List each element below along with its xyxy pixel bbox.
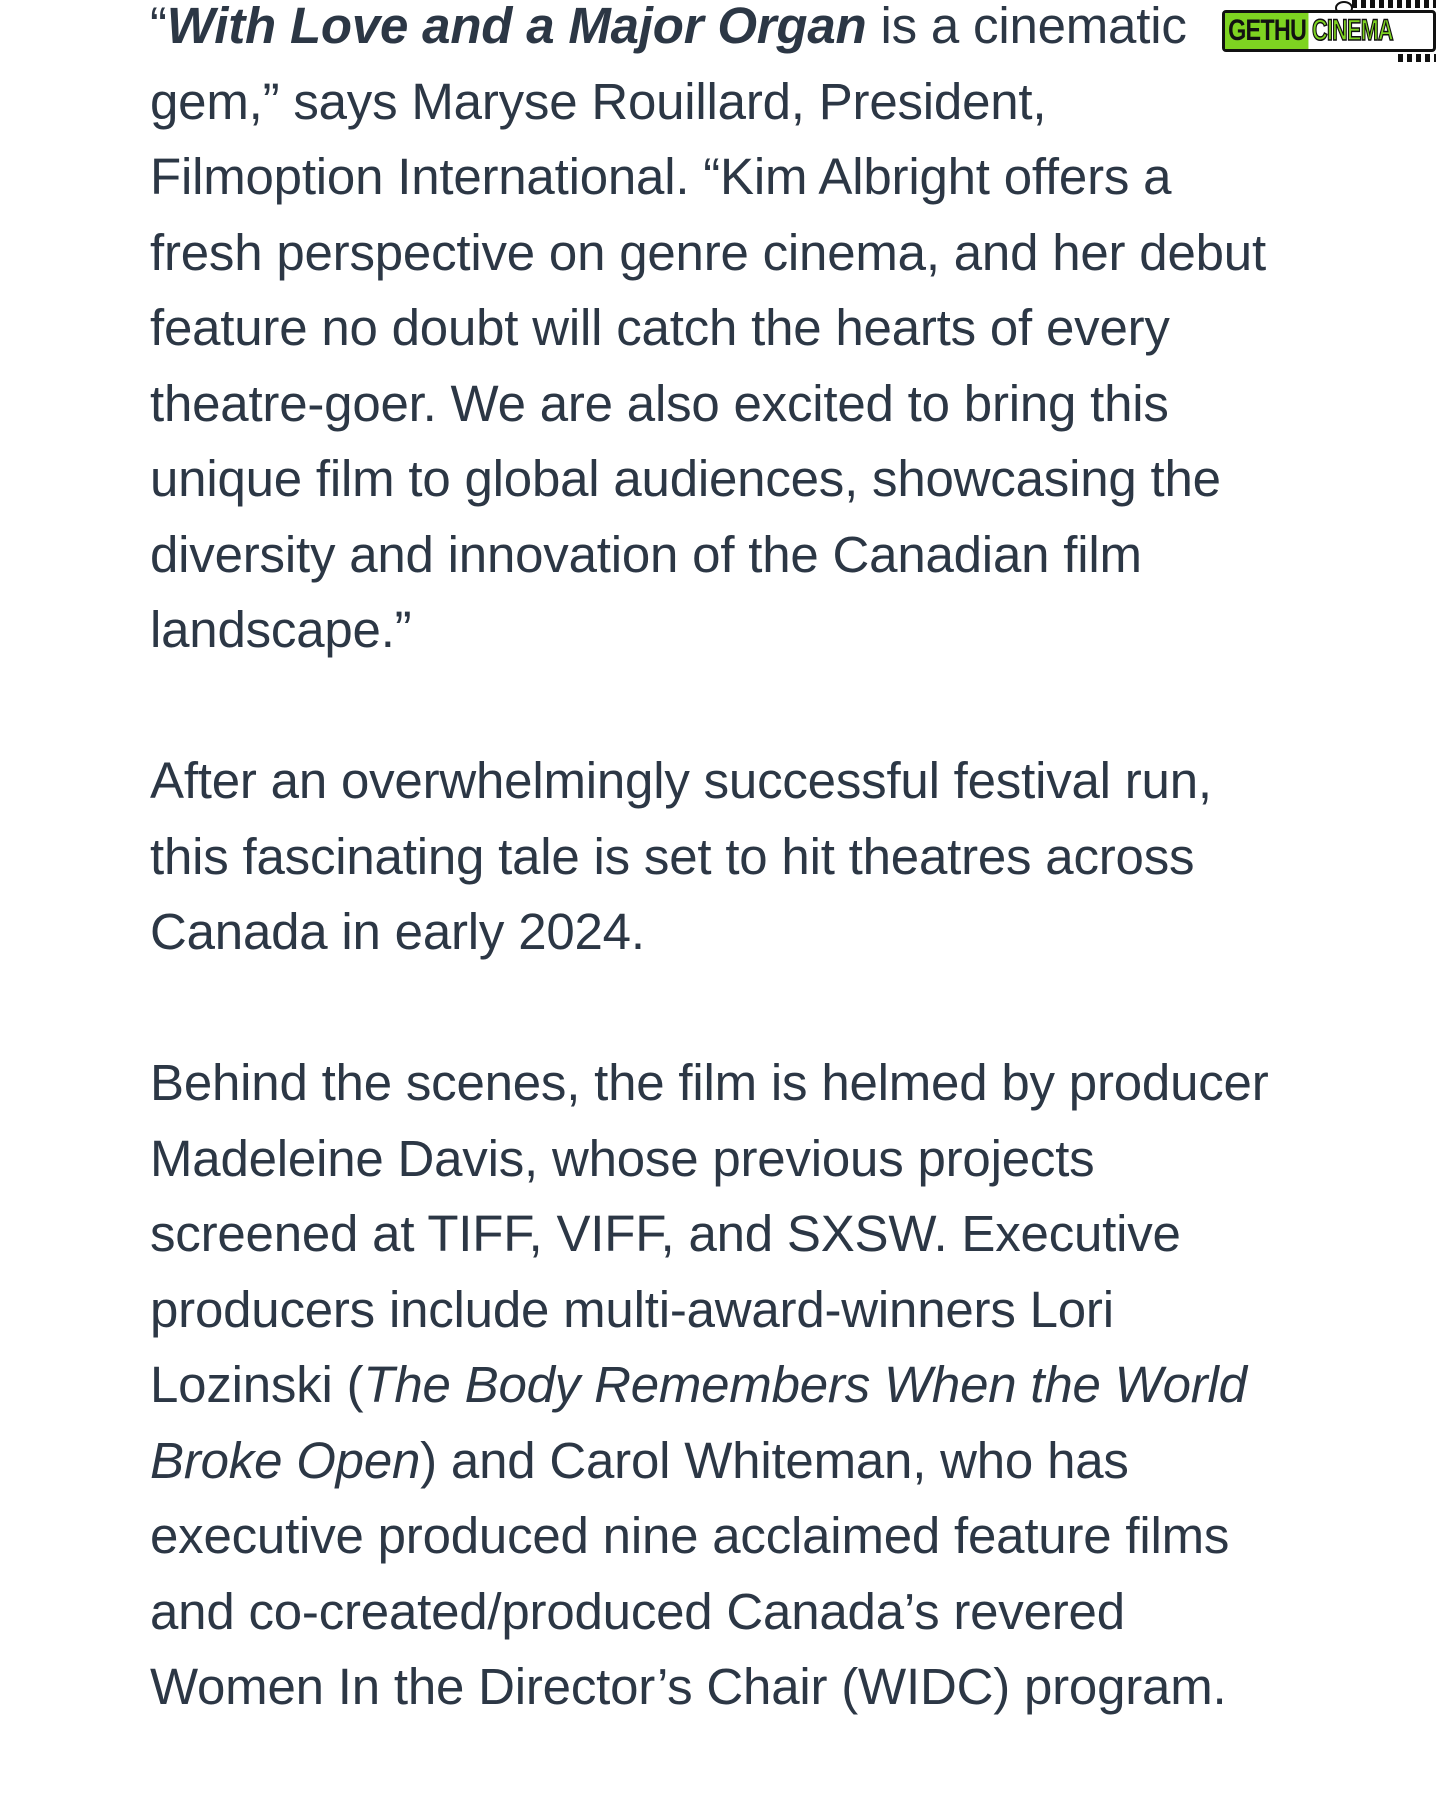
paragraph-credits <box>150 1045 1290 1725</box>
film-title: With Love and a Major Organ <box>166 0 867 54</box>
film-strip-icon-bottom <box>1398 54 1436 62</box>
paragraph-quote-text: is a cinematic gem,” says Maryse Rouillard, President, Filmoption International. “Kim Albright offers a fresh perspective on genre cinema, and her debut feature no doubt will catch the hearts of every theatre-goer. We are also excited to bring this unique film to global audiences, showcasing the diversity and innovation of the Canadian film landscape.” <box>150 0 1266 658</box>
referenced-film-title: The Body Remembers When the World Broke Open <box>150 1356 1247 1489</box>
watermark-text-part1: GETHU <box>1225 13 1308 49</box>
paragraph-release-text: After an overwhelmingly successful festival run, this fascinating tale is set to hit theatres across Canada in early 2024. <box>150 752 1212 960</box>
paragraph-release <box>150 743 1290 970</box>
film-strip-icon <box>1352 0 1436 8</box>
article-body <box>150 0 1290 1800</box>
open-quote: “ <box>150 0 167 54</box>
paragraph-quote <box>150 0 1290 668</box>
watermark-text-part2: CINEMA <box>1312 14 1393 47</box>
watermark-logo <box>1222 0 1440 70</box>
watermark-box <box>1222 10 1436 52</box>
paragraph-credits-text-a: Behind the scenes, the film is helmed by producer Madeleine Davis, whose previous projects screened at TIFF, VIFF, and SXSW. Executive producers include multi-award-winners Lori Lozinski ( <box>150 1054 1269 1413</box>
paragraph-credits-text-b: ) and Carol Whiteman, who has executive produced nine acclaimed feature films and co-created/produced Canada’s revered Women In the Director’s Chair (WIDC) program. <box>150 1431 1230 1715</box>
